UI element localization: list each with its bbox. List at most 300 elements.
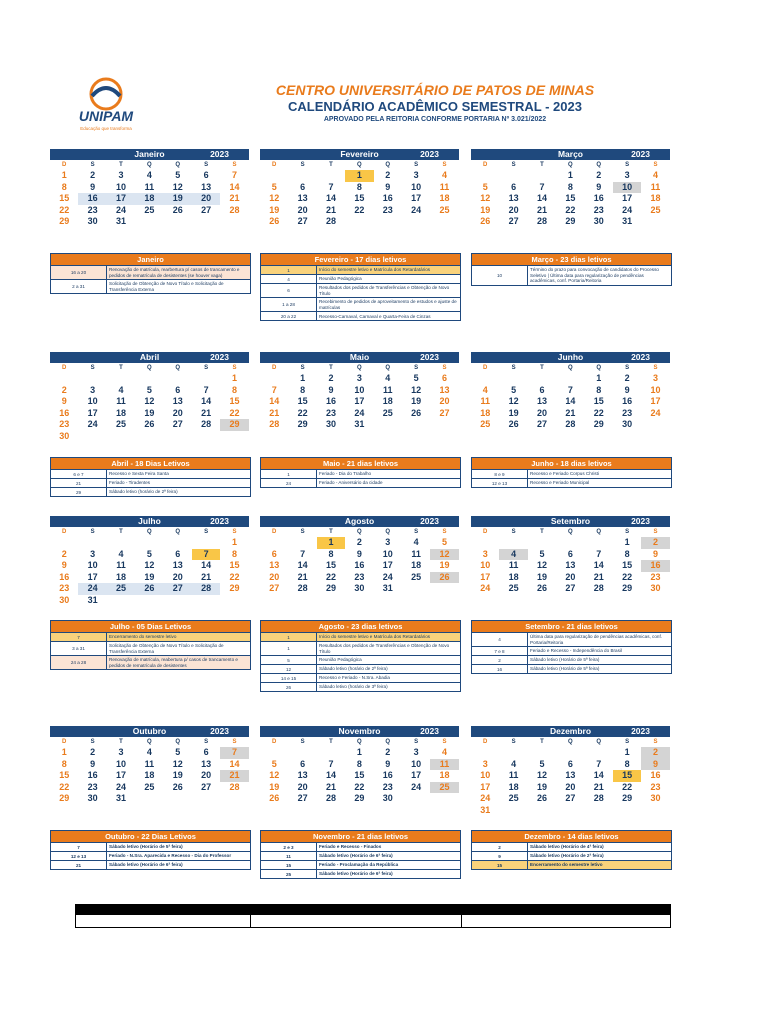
events-table xyxy=(471,830,672,870)
day-8: 8 xyxy=(232,384,238,395)
events-title: Maio - 21 dias letivos xyxy=(261,458,460,469)
event-row xyxy=(261,682,460,691)
day-28: 28 xyxy=(192,583,220,595)
day-18: 18 xyxy=(411,560,422,571)
event-date: 15 xyxy=(261,861,317,869)
day-28: 28 xyxy=(297,583,308,594)
day-cell xyxy=(192,431,220,443)
day-20: 20 xyxy=(269,571,280,582)
event-row xyxy=(472,265,671,285)
weekday-label: S xyxy=(414,739,419,745)
weekday-label: Q xyxy=(568,162,573,168)
event-date: 2 xyxy=(472,843,528,851)
week-row xyxy=(50,560,249,572)
day-30: 30 xyxy=(59,594,70,605)
day-cell xyxy=(556,537,584,549)
day-9: 9 xyxy=(385,758,391,769)
weekday-label: T xyxy=(329,529,333,535)
day-10: 10 xyxy=(411,181,422,192)
day-cell xyxy=(260,747,288,759)
weekday-label: S xyxy=(90,365,95,371)
event-row xyxy=(472,655,671,664)
day-1: 1 xyxy=(232,537,238,547)
day-3: 3 xyxy=(413,170,419,180)
day-13: 13 xyxy=(536,396,547,407)
weekday-row xyxy=(260,160,459,170)
events-title: Novembro - 21 dias letivos xyxy=(261,831,460,842)
day-5: 5 xyxy=(271,181,277,192)
day-7: 7 xyxy=(300,548,306,559)
week-row xyxy=(260,385,459,397)
day-13: 13 xyxy=(201,181,212,192)
day-26: 26 xyxy=(480,216,491,227)
event-text: Recesso e Feriado - N.Sra. Abadia xyxy=(319,675,390,681)
event-date: 10 xyxy=(472,266,528,285)
weekday-label: Q xyxy=(175,162,181,168)
day-20: 20 xyxy=(297,781,308,792)
day-2: 2 xyxy=(624,373,630,383)
day-13: 13 xyxy=(565,560,576,571)
day-17: 17 xyxy=(87,571,98,582)
day-2: 2 xyxy=(385,170,391,180)
day-13: 13 xyxy=(172,560,183,571)
month-header xyxy=(50,352,249,363)
day-cell xyxy=(499,805,527,817)
day-cell xyxy=(220,595,248,607)
event-row xyxy=(51,478,250,487)
month-calendar xyxy=(471,352,670,431)
event-date: 1 xyxy=(261,470,317,478)
weekday-label: S xyxy=(204,365,209,371)
day-26: 26 xyxy=(536,793,547,804)
day-25: 25 xyxy=(144,204,155,215)
day-20: 20 xyxy=(565,781,576,792)
week-row xyxy=(50,770,249,782)
day-29: 29 xyxy=(229,583,240,594)
day-21: 21 xyxy=(201,407,212,418)
weekday-label: Q xyxy=(385,739,391,745)
month-calendar xyxy=(50,352,249,443)
day-19: 19 xyxy=(536,571,547,582)
event-text: Reunião Pedagógica xyxy=(319,276,362,282)
event-row xyxy=(51,279,250,293)
event-row xyxy=(51,469,250,478)
day-10: 10 xyxy=(115,758,126,769)
day-17: 17 xyxy=(87,407,98,418)
weekday-label: S xyxy=(625,739,630,745)
weekday-row xyxy=(50,363,249,373)
day-20: 20 xyxy=(439,396,450,407)
month-year: 2023 xyxy=(210,149,229,159)
day-29: 29 xyxy=(325,583,336,594)
weekday-label: S xyxy=(300,529,305,535)
weekday-label: S xyxy=(442,365,447,371)
day-15: 15 xyxy=(613,770,641,782)
day-3: 3 xyxy=(356,373,362,383)
day-28: 28 xyxy=(229,204,240,215)
month-header xyxy=(471,352,670,363)
week-row xyxy=(471,793,670,805)
week-row xyxy=(260,193,459,205)
day-19: 19 xyxy=(269,204,280,215)
day-23: 23 xyxy=(593,204,604,215)
day-21: 21 xyxy=(297,571,308,582)
day-12: 12 xyxy=(172,758,183,769)
weekday-label: T xyxy=(540,529,544,535)
week-row xyxy=(50,373,249,385)
event-text: Encerramento do semestre letivo xyxy=(109,634,177,640)
day-18: 18 xyxy=(480,407,491,418)
day-16: 16 xyxy=(87,770,98,781)
event-row xyxy=(261,283,460,297)
day-14: 14 xyxy=(593,560,604,571)
day-9: 9 xyxy=(385,181,391,192)
day-2: 2 xyxy=(61,384,67,395)
day-27: 27 xyxy=(201,204,212,215)
week-row xyxy=(50,182,249,194)
day-25: 25 xyxy=(107,583,135,595)
day-29: 29 xyxy=(59,216,70,227)
event-text: Início do semestre letivo e Matrícula dos Retardatários xyxy=(319,267,431,273)
day-14: 14 xyxy=(565,396,576,407)
day-5: 5 xyxy=(539,758,545,769)
day-5: 5 xyxy=(482,181,488,192)
month-calendar xyxy=(260,516,459,595)
day-cell xyxy=(288,747,316,759)
day-20: 20 xyxy=(508,204,519,215)
day-3: 3 xyxy=(624,170,630,180)
day-7: 7 xyxy=(539,181,545,192)
day-cell xyxy=(402,216,430,228)
footer-table-header xyxy=(76,905,670,915)
weekday-label: D xyxy=(272,365,277,371)
weekday-row xyxy=(471,363,670,373)
week-row xyxy=(50,408,249,420)
month-year: 2023 xyxy=(420,352,439,362)
day-6: 6 xyxy=(271,548,277,559)
day-cell xyxy=(135,216,163,228)
weekday-label: S xyxy=(414,162,419,168)
event-text: Resultados dos pedidos de Transferências e Obtenção de Novo Título xyxy=(319,643,450,654)
weekday-label: S xyxy=(90,529,95,535)
day-cell xyxy=(317,170,345,182)
event-row xyxy=(51,851,250,860)
events-title: Outubro - 22 Dias Letivos xyxy=(51,831,250,842)
week-row xyxy=(471,572,670,584)
event-date: 6 e 7 xyxy=(51,470,107,478)
day-16: 16 xyxy=(382,193,393,204)
day-cell xyxy=(135,537,163,549)
weekday-label: T xyxy=(329,365,333,371)
day-24: 24 xyxy=(115,204,126,215)
day-23: 23 xyxy=(87,781,98,792)
day-15: 15 xyxy=(354,193,365,204)
week-row xyxy=(260,560,459,572)
weekday-row xyxy=(50,527,249,537)
day-21: 21 xyxy=(229,193,240,204)
day-22: 22 xyxy=(229,571,240,582)
day-23: 23 xyxy=(59,419,70,430)
event-date: 24 xyxy=(261,479,317,487)
unipam-logo xyxy=(70,76,142,134)
day-11: 11 xyxy=(116,396,126,407)
week-row xyxy=(50,537,249,549)
events-title: Setembro - 21 dias letivos xyxy=(472,621,671,632)
weekday-label: Q xyxy=(385,162,391,168)
event-text: Recesso-Carnaval, Carnaval e Quarta-Feira de Cinzas xyxy=(319,313,431,319)
day-1: 1 xyxy=(232,373,238,383)
footer-cell xyxy=(76,915,251,927)
month-calendar xyxy=(50,149,249,228)
day-cell xyxy=(107,431,135,443)
event-date: 2 a 31 xyxy=(51,280,107,293)
day-cell xyxy=(641,419,669,431)
month-name: Junho xyxy=(557,352,584,362)
day-27: 27 xyxy=(164,583,192,595)
day-26: 26 xyxy=(172,781,183,792)
day-18: 18 xyxy=(115,407,126,418)
day-30: 30 xyxy=(59,430,70,441)
day-13: 13 xyxy=(297,193,308,204)
event-date: 1 xyxy=(261,633,317,641)
day-13: 13 xyxy=(565,770,576,781)
day-6: 6 xyxy=(567,548,573,559)
day-30: 30 xyxy=(650,793,661,804)
event-row xyxy=(472,469,671,478)
weekday-label: Q xyxy=(568,739,573,745)
day-12: 12 xyxy=(508,396,519,407)
event-text: Recesso e Feriado Municipal xyxy=(530,480,590,486)
day-11: 11 xyxy=(430,759,458,771)
events-table xyxy=(471,253,672,286)
day-9: 9 xyxy=(653,548,659,559)
day-24: 24 xyxy=(87,419,98,430)
event-text: Sábado letivo (Horário de 6ª feira) xyxy=(319,853,393,859)
event-text: Sábado letivo (horário de 2ª feira) xyxy=(109,489,178,495)
day-21: 21 xyxy=(201,571,212,582)
day-27: 27 xyxy=(201,781,212,792)
day-23: 23 xyxy=(650,571,661,582)
event-text: Feriado - N.Sra. Aparecida e Recesso - Dia do Professor xyxy=(109,853,232,859)
weekday-label: S xyxy=(511,739,516,745)
event-row xyxy=(261,478,460,487)
day-7: 7 xyxy=(328,181,334,192)
day-8: 8 xyxy=(61,758,67,769)
week-row xyxy=(50,583,249,595)
day-cell xyxy=(192,537,220,549)
day-5: 5 xyxy=(146,548,152,559)
weekday-label: S xyxy=(90,162,95,168)
day-7: 7 xyxy=(203,384,209,395)
event-text: Sábado letivo (Horário de 6ª feira) xyxy=(319,871,393,877)
day-18: 18 xyxy=(650,193,661,204)
month-year: 2023 xyxy=(210,352,229,362)
day-cell xyxy=(260,537,288,549)
week-row xyxy=(50,419,249,431)
day-5: 5 xyxy=(271,758,277,769)
weekday-label: T xyxy=(329,162,333,168)
event-row xyxy=(51,860,250,869)
event-date: 21 xyxy=(51,861,107,869)
weekday-label: Q xyxy=(175,739,181,745)
day-5: 5 xyxy=(539,548,545,559)
day-24: 24 xyxy=(622,204,633,215)
day-6: 6 xyxy=(567,758,573,769)
day-16: 16 xyxy=(354,560,365,571)
day-28: 28 xyxy=(325,216,336,227)
day-cell xyxy=(402,583,430,595)
day-14: 14 xyxy=(536,193,547,204)
day-20: 20 xyxy=(201,770,212,781)
day-cell xyxy=(430,419,458,431)
day-4: 4 xyxy=(413,537,419,547)
day-cell xyxy=(585,747,613,759)
day-3: 3 xyxy=(482,758,488,769)
weekday-label: D xyxy=(62,529,67,535)
day-15: 15 xyxy=(325,560,336,571)
day-29: 29 xyxy=(622,583,633,594)
day-22: 22 xyxy=(354,204,365,215)
day-14: 14 xyxy=(229,181,240,192)
weekday-label: T xyxy=(540,162,544,168)
day-12: 12 xyxy=(411,384,422,395)
day-4: 4 xyxy=(442,747,448,757)
week-row xyxy=(260,782,459,794)
day-8: 8 xyxy=(567,181,573,192)
weekday-label: Q xyxy=(147,162,152,168)
event-date: 7 xyxy=(51,633,107,641)
day-17: 17 xyxy=(480,571,491,582)
month-calendar xyxy=(471,516,670,595)
event-text: Recesso e Feriado Corpus Christi xyxy=(530,471,599,477)
day-22: 22 xyxy=(622,571,633,582)
weekday-label: S xyxy=(204,162,209,168)
weekday-label: S xyxy=(414,365,419,371)
week-row xyxy=(471,193,670,205)
event-text: Sábado letivo (horário de 2ª feira) xyxy=(319,666,388,672)
day-cell xyxy=(220,431,248,443)
week-row xyxy=(471,205,670,217)
day-cell xyxy=(135,431,163,443)
day-1: 1 xyxy=(300,373,306,383)
weekday-label: D xyxy=(483,739,488,745)
day-13: 13 xyxy=(439,384,450,395)
day-30: 30 xyxy=(87,793,98,804)
day-10: 10 xyxy=(87,560,98,571)
event-date: 4 xyxy=(261,275,317,283)
day-cell xyxy=(345,216,373,228)
day-20: 20 xyxy=(536,407,547,418)
day-cell xyxy=(78,537,106,549)
day-6: 6 xyxy=(300,181,306,192)
month-header xyxy=(471,516,670,527)
day-10: 10 xyxy=(115,181,126,192)
month-calendar xyxy=(260,149,459,228)
day-15: 15 xyxy=(229,560,240,571)
event-text: Sábado letivo (Horário de 4ª feira) xyxy=(530,844,604,850)
week-row xyxy=(471,385,670,397)
day-23: 23 xyxy=(87,204,98,215)
day-cell xyxy=(402,419,430,431)
day-12: 12 xyxy=(269,770,280,781)
day-5: 5 xyxy=(413,373,419,383)
day-21: 21 xyxy=(325,204,336,215)
day-19: 19 xyxy=(144,407,155,418)
month-header xyxy=(260,352,459,363)
event-date: 20 a 22 xyxy=(261,312,317,320)
day-22: 22 xyxy=(325,571,336,582)
events-title: Fevereiro - 17 dias letivos xyxy=(261,254,460,265)
day-cell xyxy=(220,216,248,228)
week-row xyxy=(471,408,670,420)
events-table xyxy=(50,253,251,294)
weekday-label: Q xyxy=(147,365,152,371)
weekday-row xyxy=(260,363,459,373)
day-cell xyxy=(164,216,192,228)
day-25: 25 xyxy=(508,583,519,594)
day-21: 21 xyxy=(593,781,604,792)
weekday-label: S xyxy=(442,529,447,535)
event-date: 15 xyxy=(472,861,528,869)
month-calendar xyxy=(260,726,459,805)
day-16: 16 xyxy=(78,193,106,205)
day-cell xyxy=(192,595,220,607)
events-table xyxy=(260,830,461,879)
day-16: 16 xyxy=(622,396,633,407)
week-row xyxy=(471,549,670,561)
day-17: 17 xyxy=(411,770,422,781)
day-29: 29 xyxy=(565,216,576,227)
week-row xyxy=(260,373,459,385)
day-6: 6 xyxy=(175,384,181,395)
month-header xyxy=(471,149,670,160)
day-8: 8 xyxy=(232,548,238,559)
week-row xyxy=(50,431,249,443)
day-19: 19 xyxy=(439,560,450,571)
day-1: 1 xyxy=(624,537,630,547)
day-cell xyxy=(641,216,669,228)
day-3: 3 xyxy=(385,537,391,547)
day-11: 11 xyxy=(439,181,450,192)
events-title: Agosto - 23 dias letivos xyxy=(261,621,460,632)
day-27: 27 xyxy=(439,407,450,418)
weekday-label: Q xyxy=(596,365,602,371)
page-subtitle: CALENDÁRIO ACADÊMICO SEMESTRAL - 2023 xyxy=(288,99,582,114)
event-date: 12 e 13 xyxy=(51,852,107,860)
day-18: 18 xyxy=(439,770,450,781)
day-24: 24 xyxy=(411,204,422,215)
day-cell xyxy=(164,595,192,607)
day-15: 15 xyxy=(297,396,308,407)
day-10: 10 xyxy=(87,396,98,407)
day-12: 12 xyxy=(536,770,547,781)
day-5: 5 xyxy=(146,384,152,395)
weekday-label: Q xyxy=(357,365,362,371)
day-27: 27 xyxy=(536,419,547,430)
day-cell xyxy=(260,373,288,385)
event-date: 5 xyxy=(261,656,317,664)
day-8: 8 xyxy=(356,758,362,769)
day-28: 28 xyxy=(593,793,604,804)
day-28: 28 xyxy=(325,793,336,804)
day-15: 15 xyxy=(59,193,70,204)
event-row xyxy=(472,860,671,869)
weekday-label: T xyxy=(119,365,123,371)
event-date: 25 xyxy=(261,870,317,878)
day-27: 27 xyxy=(297,216,308,227)
day-21: 21 xyxy=(325,781,336,792)
week-row xyxy=(50,385,249,397)
